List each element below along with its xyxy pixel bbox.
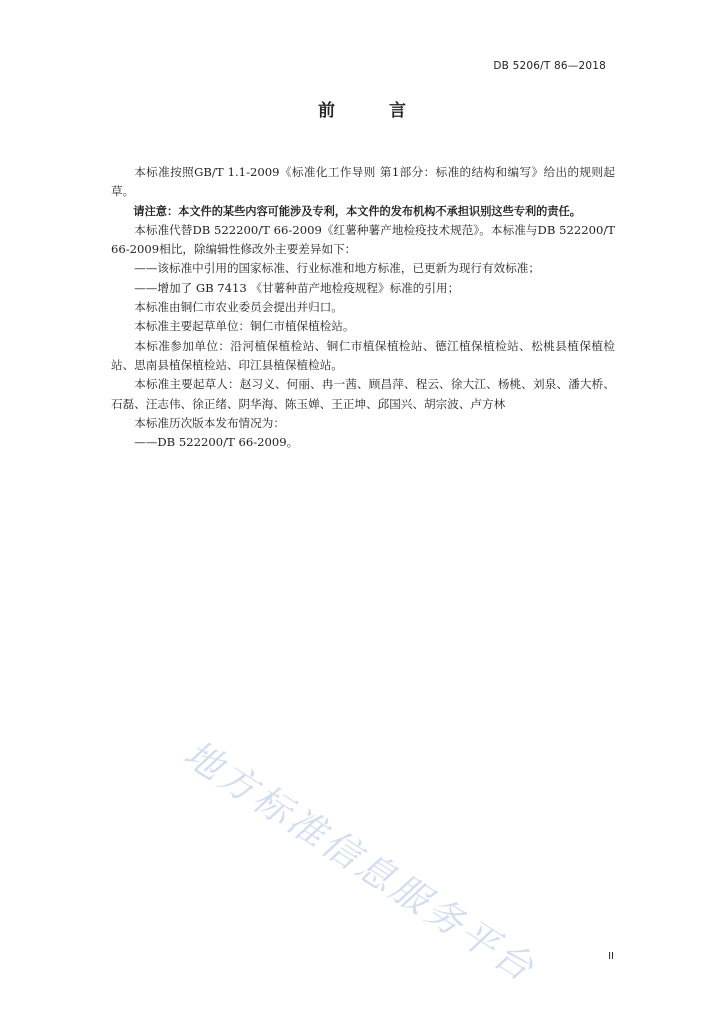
paragraph-patent-notice: 请注意：本文件的某些内容可能涉及专利，本文件的发布机构不承担识别这些专利的责任。 bbox=[133, 204, 581, 218]
paragraph-change-item-2: ——增加了 GB 7413 《甘薯种苗产地检疫规程》标准的引用； bbox=[134, 280, 460, 295]
document-code: DB 5206/T 86—2018 bbox=[493, 60, 606, 72]
paragraph-participating-units: 本标准参加单位：沿河植保植检站、铜仁市植保植检站、德江植保植检站、松桃县植保植检站、思南县植保植检站、印江县植保植检站。 bbox=[111, 338, 615, 372]
page-title: 前 言 bbox=[318, 101, 430, 121]
paragraph-previous-version: ——DB 522200/T 66-2009。 bbox=[134, 435, 299, 450]
paragraph-replacement: 本标准代替DB 522200/T 66-2009《红薯种薯产地检疫技术规范》。本标准与DB 522200/T 66-2009相比，除编辑性修改外主要差异如下： bbox=[111, 222, 615, 257]
watermark: 地方标准信息服务平台 bbox=[176, 731, 544, 992]
paragraph-version-history: 本标准历次版本发布情况为： bbox=[134, 415, 285, 430]
paragraph-change-item-1: ——该标准中引用的国家标准、行业标准和地方标准，已更新为现行有效标准； bbox=[134, 261, 540, 276]
paragraph-drafting-rules: 本标准按照GB/T 1.1-2009《标准化工作导则 第1部分：标准的结构和编写》给出的规则起草。 bbox=[111, 165, 615, 199]
paragraph-main-drafters: 本标准主要起草人：赵习义、何丽、冉一茜、顾昌萍、程云、徐大江、杨桃、刘泉、潘大桥、石磊、汪志伟、徐正绪、阴华海、陈玉婵、王正坤、邱国兴、胡宗波、卢方林 bbox=[111, 377, 615, 411]
paragraph-proposer: 本标准由铜仁市农业委员会提出并归口。 bbox=[134, 300, 343, 315]
paragraph-main-drafting-unit: 本标准主要起草单位：铜仁市植保植检站。 bbox=[134, 319, 355, 334]
page-number: II bbox=[608, 951, 614, 962]
document-body bbox=[111, 163, 615, 452]
